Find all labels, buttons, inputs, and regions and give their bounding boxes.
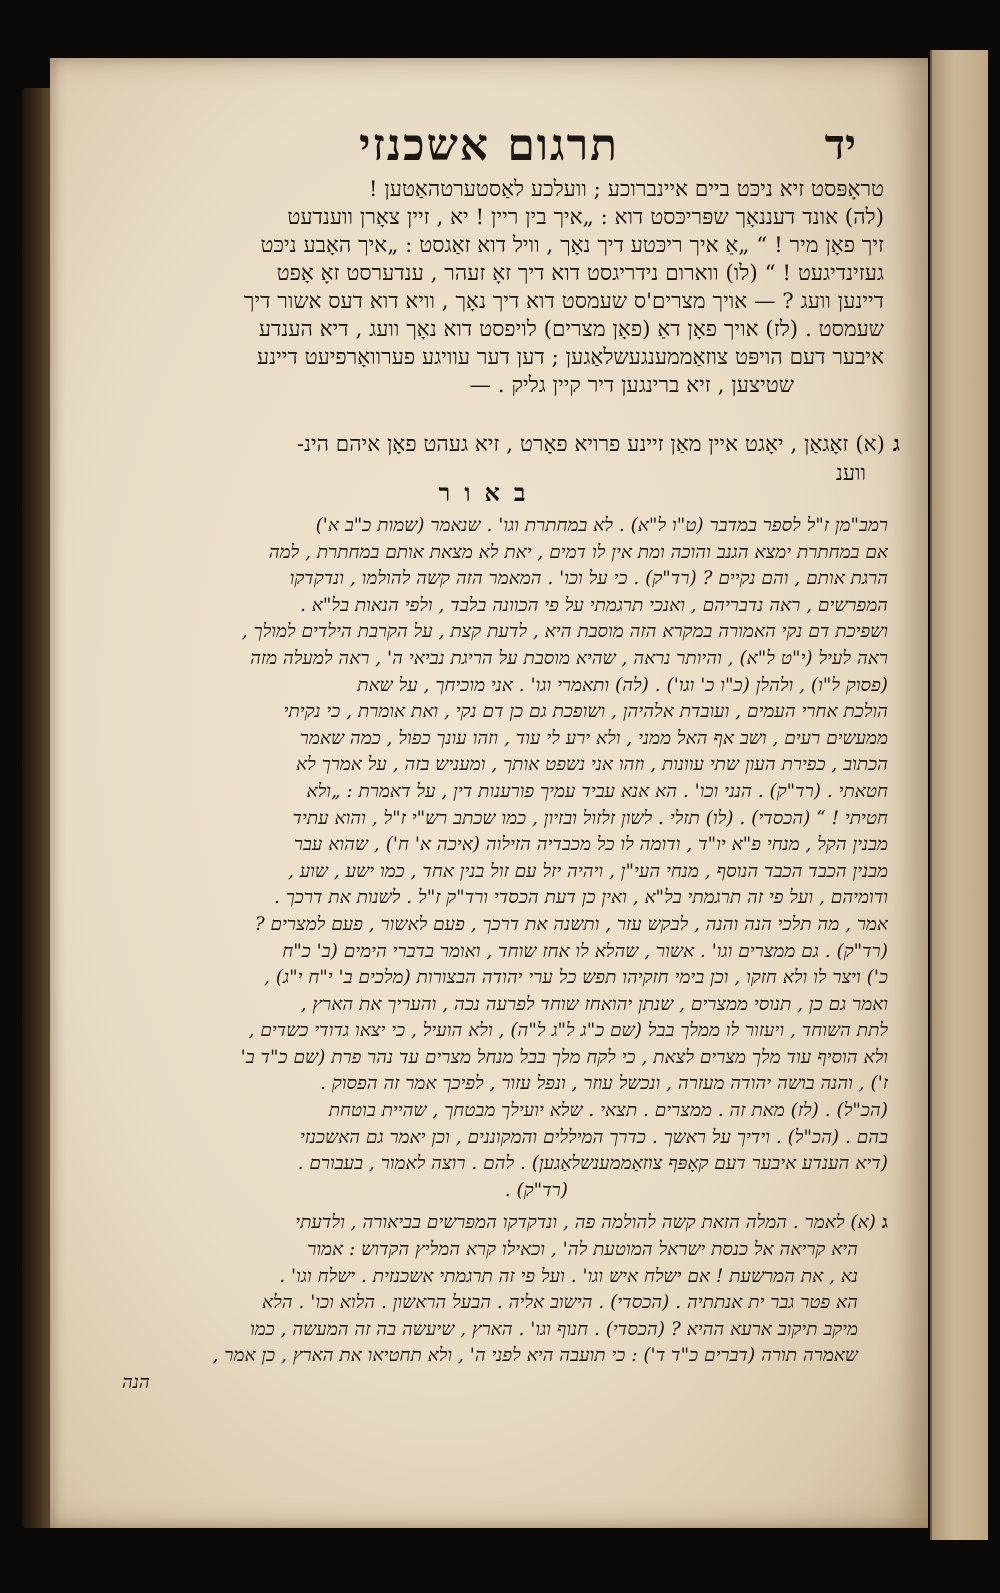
commentary-line: (דיא הענדע איבער דעם קאָפּף צוזאַממענשלאַגען) . להם . רוצה לאמור , בעבורם . (297, 1153, 888, 1175)
commentary-line: הרגת אותם , והם נקיים ? (רד"ק) . כי על וכו' . המאמר הזה קשה להולמו , ונדקדקו (289, 568, 888, 590)
commentary-line: כ') ויצר לו ולא חזקו , וכן בימי חזקיהו תפש כל ערי יהודה הבצורות (מלכים ב' י"ח י"ג) , (264, 967, 888, 989)
commentary-line: רמב"מן ז"ל לספר במדבר (ט"ו ל"א) . לא במחתרת וגו' . שנאמר (שמות כ"ב א') (315, 515, 888, 536)
commentary-line: מבנין הקל , מנחי פ"א יו"ד , ודומה לו כל מכבדיה הזילוה (איכה א' ח') , שהוא עבר (293, 834, 888, 856)
commentary-line: חטאתי . (רד"ק) . הנני וכו' . הא אנא עביד עמיך פורענות דין , על דאמרת : „ולא (306, 780, 888, 802)
commentary-line: ולא הוסיף עוד מלך מצרים לצאת , כי לקח מלך בבל מנחל מצרים עד נהר פרת (שם כ"ד ב' (240, 1046, 888, 1068)
commentary-line: ושפיכת דם נקי האמורה במקרא הזה מוסבת היא , לדעת קצת , על הקרבת הילדים למולך , (241, 621, 888, 643)
commentary-line: הא פטר גבר ית אנתתיה . (הכסדי) . הישוב אליה . הבעל הראשון . הלוא וכו' . הלא (262, 1292, 858, 1314)
section-title: באור (438, 478, 540, 507)
commentary-line: היא קריאה אל כנסת ישראל המוטעת לה' , וכאילו קרא המליץ הקדוש : אמור (307, 1239, 858, 1261)
text-line: געזינדיגעט ! “ (לו) ווארום נידריגסט דוא דיך זאָ זעהר , ענדערסט זאָ אָפט (276, 261, 884, 286)
commentary-text: (א) לאמר . המלה הזאת קשה להולמה פה , ונדקדקו המפרשים בביאורה , ולדעתי (295, 1212, 876, 1234)
commentary-line: (פסוק ל"ו) , ולהלן (כ"ו כ' וגו') . (לה) ותאמרי וגו' . אני מוכיחך , על שאת (357, 674, 888, 696)
commentary (122, 513, 888, 1397)
text-line: טראָפּסט זיא ניכּט ביים איינברוכע ; וועלכע לאַסטערטהאַטען ! (368, 177, 884, 202)
commentary-line: הולכת אחרי העמים , ועובדת אלהיהן , ושופכת גם כן דם נקי , ואת אומרת , כי נקיתי (283, 701, 888, 723)
commentary-line: הנה (122, 1372, 150, 1393)
commentary-line: ז') , והנה בושה יהודה מעזרה , ונכשל עוזר , ונפל עזור , לפיכך אמר זה הפסוק . (320, 1073, 888, 1095)
facing-page-edge (930, 50, 988, 1540)
commentary-line: חטיתי ! “ (הכסדי) . (לו) תזלי . לשון זלזול ובזיון , כמו שכתב רש"י ז"ל , והוא עתיד (292, 807, 888, 829)
text-line: דיינען וועג ? — אויך מצרים'ס שעמסט דוא דיך נאָך , וויא דוא דעס אשור דיך (243, 289, 884, 314)
text-line: איבער דעם הויפּט צוזאַממענגעשלאַגען ; דען דער עוויגע פערוואָרפיעט דיינע (257, 345, 884, 370)
commentary-line: (רד"ק) . (504, 1179, 568, 1201)
commentary-line: ממעשים רעים , ושב אף האל ממני , ולא ירע לי עוד , וזהו עונך כפול , כמה שאמר (299, 727, 888, 749)
page-number: יד (824, 120, 856, 169)
chapter-3-commentary (122, 1210, 888, 1396)
text-line: שטיצען , זיא ברינגען דיר קיין גליק . — (469, 373, 794, 398)
text-line: שעמסט . (לז) אויך פאָן דאַ (פאָן מצרים) לויפסט דוא נאָך וועג , דיא הענדע (258, 317, 884, 342)
verse-text: (א) זאָגאַן , יאָגט איין מאַן זיינע פרויא פאָרט , זיא געהט פאָן איהם הינ- (296, 432, 885, 457)
page-title: תרגום אשכנזי (358, 120, 620, 171)
commentary-line: ראה לעיל (י"ט ל"א) , והיותר נראה , שהיא מוסבת על הריגת נביאי ה' , ראה למעלה מזה (250, 647, 888, 669)
text-line: (לה) אונד דעננאָך שפּריכּסט דוא : „איך בין ריין ! יא , זיין צאָרן ווענדעט (287, 205, 884, 230)
chapter-marker: ג (892, 432, 900, 457)
text-line: ווענ (835, 461, 866, 486)
commentary-line: לתת השוחד , ויעזור לו ממלך בבל (שם כ"ג ל"ג ל"ה) , ולא הועיל , כי יצאו גדודי כשדים , (248, 1020, 888, 1042)
page-header (110, 120, 868, 180)
commentary-line: המפרשים , ראה נדבריהם , ואנכי תרגמתי על פי הכוונה בלבד , ולפי הנאות בל"א . (300, 594, 888, 616)
commentary-line: אם במחתרת ימצא הגנב והוכה ומת אין לו דמים , יאת לא מצאת אותם במחתרת , למה (268, 541, 888, 563)
commentary-line: ואמר גם כן , תנוסי ממצרים , שנתן יהואחז שוחד לפרעה נכה , והעריך את הארץ , (300, 993, 888, 1015)
commentary-line: בהם . (הכ"ל) . וידיך על ראשך . כדרך המיללים והמקוננים , וכן יאמר גם האשכנזי (299, 1126, 888, 1148)
text-line (297, 432, 900, 457)
commentary-line: ודומיהם , ועל פי זה תרגמתי בל"א , ואין כן דעת הכסדי ורד"ק ז"ל . לשנות את דרכך . (273, 887, 888, 909)
commentary-line: שאמרה תורה (דברים כ"ד ד') : כי תועבה היא לפני ה' , ולא תחטיאו את הארץ , כן אמר , (212, 1345, 858, 1367)
commentary-line: מבנין הכבד הכבד הנוסף , מנחי העי"ן , ויהיה יזל עם זול בנין אחד , כמו ישע , שוע , (287, 860, 888, 882)
commentary-line: (הכ"ל) . (לז) מאת זה . ממצרים . תצאי . שלא יועילך מבטחך , שהיית בוטחת (328, 1100, 888, 1122)
main-text (120, 176, 884, 400)
commentary-line (122, 1210, 888, 1237)
text-line: זיך פאָן מיר ! “ „אַ איך ריכּטע דיך נאָך , וויל דוא זאַגסט : „איך האָבע ניכּט (260, 233, 884, 258)
commentary-line: מיקב תיקוב ארעא ההיא ? (הכסדי) . חנוף וגו' . הארץ , שיעשה בה זה המעשה , כמו (249, 1318, 858, 1340)
commentary-line: נא , את המרשעת ! אם ישלח איש וגו' . ועל פי זה תרגמתי אשכנזית . ישלח וגו' . (279, 1265, 858, 1287)
commentary-line: הכתוב , כפירת העון שתי עוונות , וזהו אני נשפט אותך , ומעניש בזה , על אמרך לא (295, 754, 888, 776)
book-page (50, 58, 928, 1528)
commentary-line: אמר , מה תלכי הנה והנה , לבקש עזר , ותשנה את דרכך , פעם לאשור , פעם למצרים ? (254, 913, 888, 935)
chapter-marker: ג (881, 1212, 888, 1234)
commentary-line: (רד"ק) . גם ממצרים וגו' . אשור , שהלא לו אחז שוחד , ואומר בדברי הימים (ב' כ"ח (282, 940, 888, 962)
